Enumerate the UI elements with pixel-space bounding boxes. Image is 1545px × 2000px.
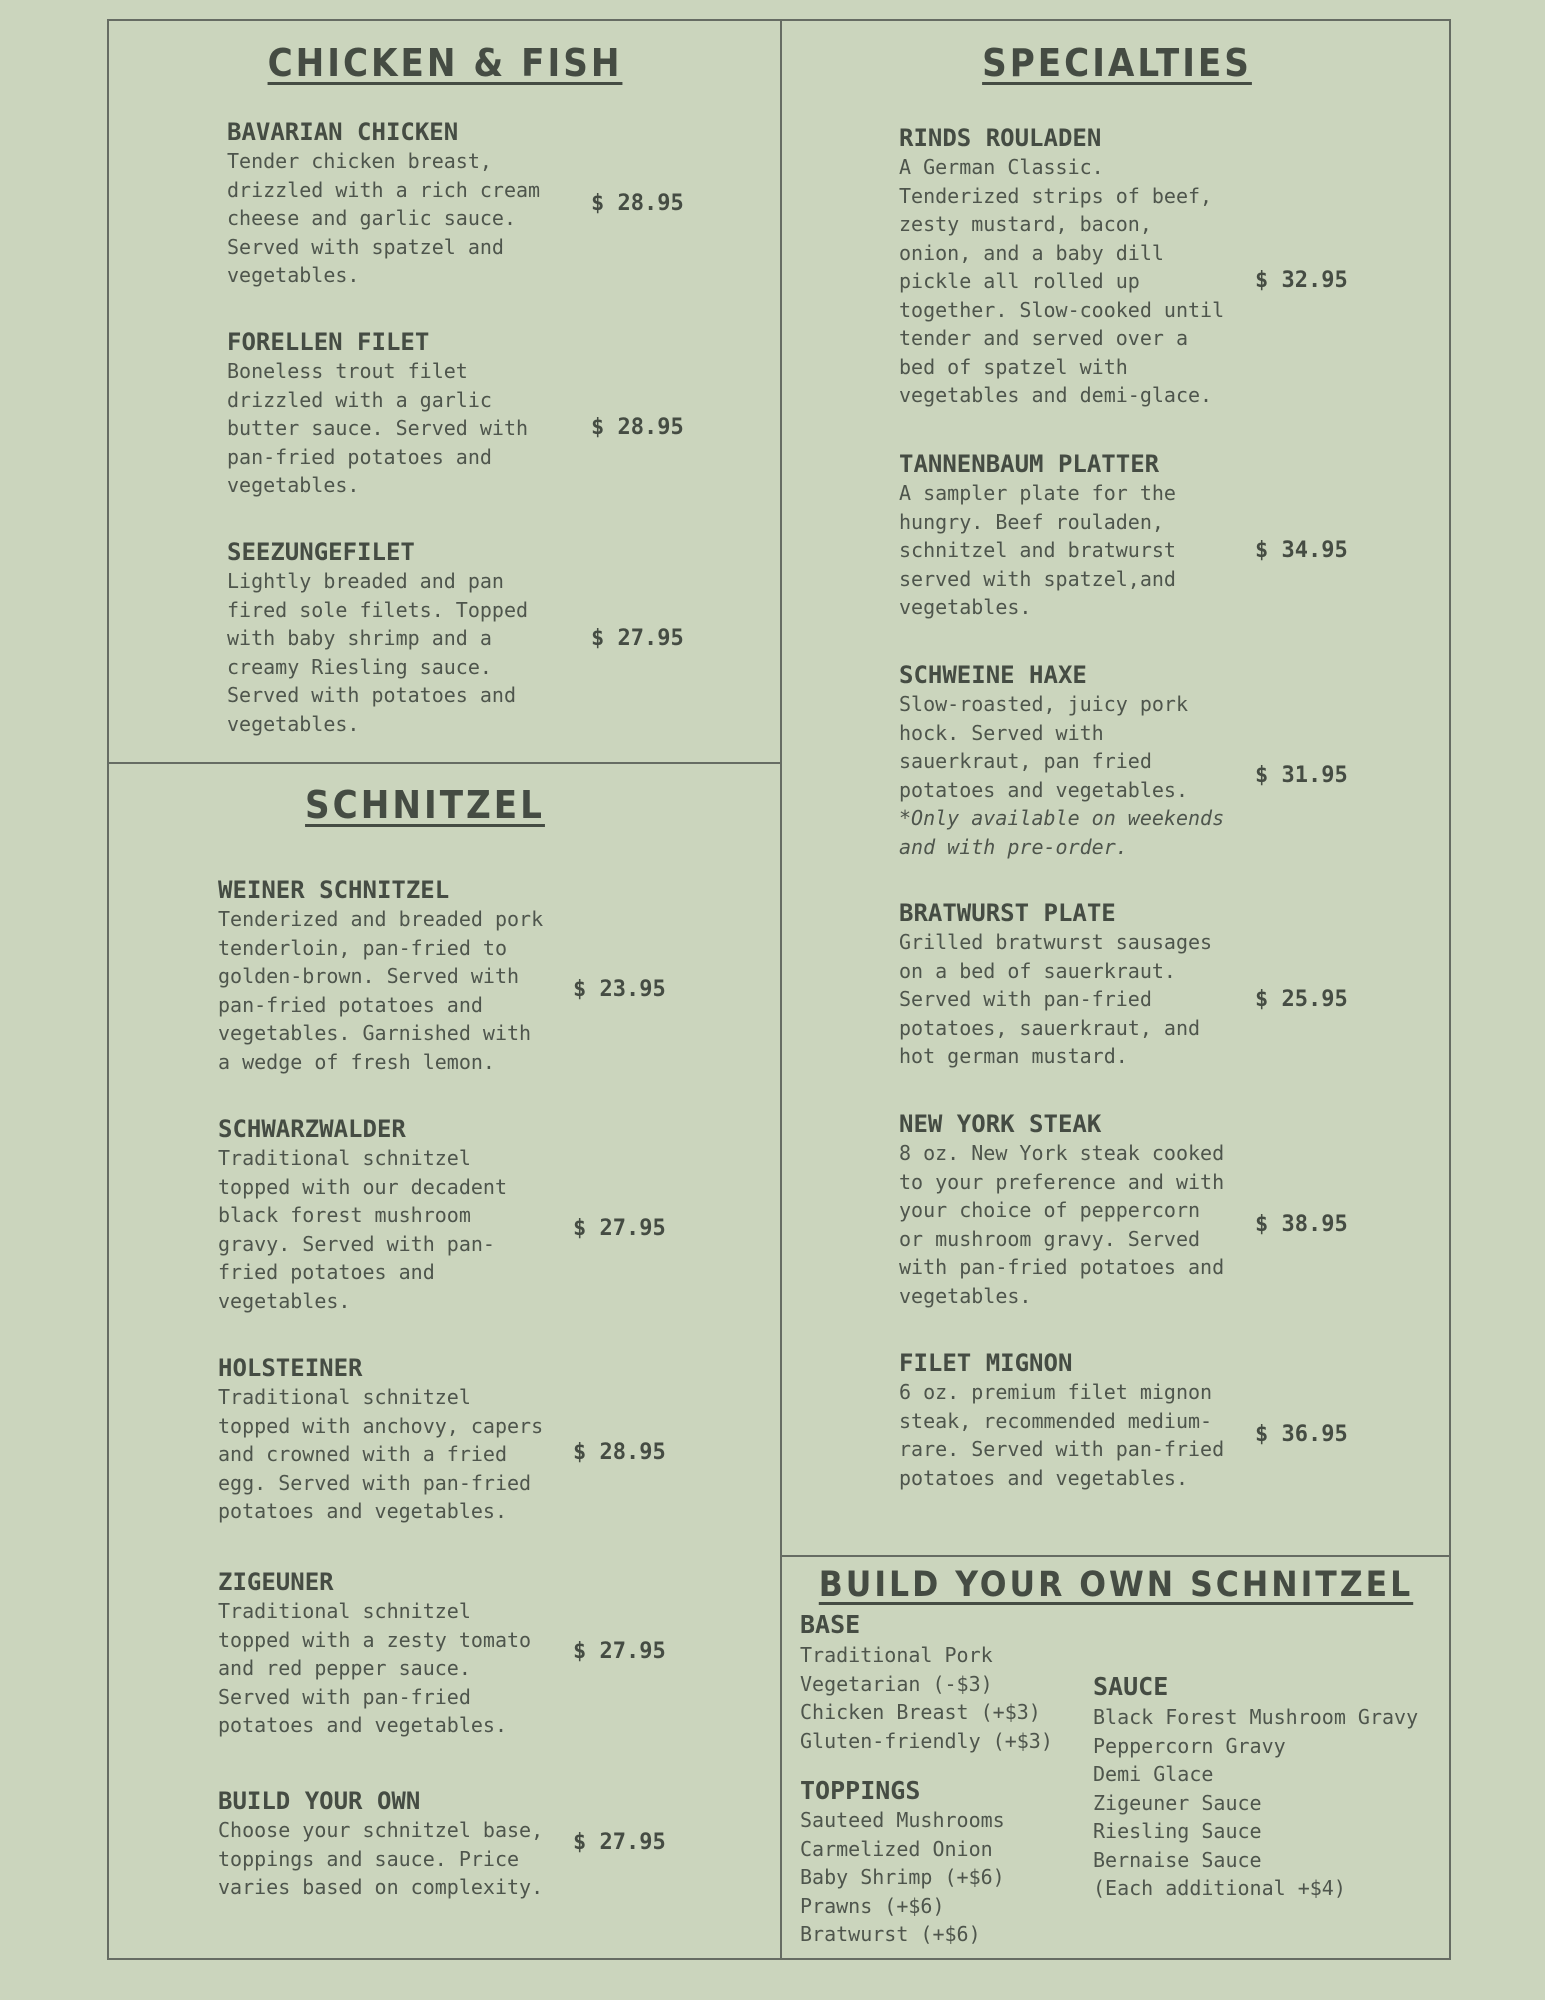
sauce-option: Demi Glace (1093, 1762, 1214, 1786)
item-description: Traditional schnitzel topped with a zesty tomato and red pepper sauce. Served with pan-fried potatoes and vegetables. (218, 1599, 532, 1737)
item-price: $ 28.95 (591, 415, 684, 440)
menu-item-forellen-filet (227, 327, 597, 500)
item-price: $ 28.95 (591, 191, 684, 216)
topping-option: Sauteed Mushrooms (800, 1808, 1005, 1832)
item-price: $ 27.95 (573, 1216, 666, 1241)
menu-item-zigeuner (218, 1567, 588, 1740)
toppings-heading: TOPPINGS (800, 1776, 921, 1805)
item-name: HOLSTEINER (218, 1354, 363, 1382)
item-availability-note: *Only available on weekends and with pre-order. (899, 806, 1225, 859)
menu-item-holsteiner (218, 1353, 588, 1526)
sauce-option: Black Forest Mushroom Gravy (1093, 1705, 1419, 1729)
item-description: Traditional schnitzel topped with anchovy, capers and crowned with a fried egg. Served with pan-fried potatoes and vegetables. (218, 1385, 544, 1523)
menu-item-new-york-steak (899, 1109, 1269, 1310)
item-price: $ 38.95 (1255, 1212, 1348, 1237)
item-name: RINDS ROULADEN (899, 124, 1102, 152)
toppings-options-list (800, 1806, 1005, 1949)
item-name: ZIGEUNER (218, 1568, 334, 1596)
item-description: Choose your schnitzel base, toppings and sauce. Price varies based on complexity. (218, 1818, 544, 1899)
item-description: A German Classic. Tenderized strips of beef, zesty mustard, bacon, onion, and a baby dill pickle all rolled up together. Slow-cooked until tender and served over a bed of spatzel with vegetables and demi-glace. (899, 155, 1225, 407)
item-name: BAVARIAN CHICKEN (227, 118, 459, 146)
item-price: $ 28.95 (573, 1440, 666, 1465)
item-name: FILET MIGNON (899, 1349, 1073, 1377)
section-title-schnitzel: SCHNITZEL (305, 783, 545, 827)
base-option: Traditional Pork (800, 1643, 993, 1667)
sauce-option: Zigeuner Sauce (1093, 1790, 1262, 1815)
item-name: FORELLEN FILET (227, 328, 430, 356)
base-heading: BASE (800, 1610, 861, 1639)
item-description: Boneless trout filet drizzled with a garlic butter sauce. Served with pan-fried potatoes and vegetables. (227, 359, 529, 497)
sauce-option: Riesling Sauce (1093, 1819, 1262, 1843)
item-name: SEEZUNGEFILET (227, 538, 415, 566)
menu-board (107, 19, 1451, 1960)
item-name: TANNENBAUM PLATTER (899, 450, 1160, 478)
item-name: SCHWARZWALDER (218, 1115, 406, 1143)
item-name: BUILD YOUR OWN (218, 1787, 421, 1815)
menu-item-bratwurst-plate (899, 898, 1269, 1071)
item-description: Lightly breaded and pan fired sole filets. Topped with baby shrimp and a creamy Riesling sauce. Served with potatoes and vegetables. (227, 569, 529, 736)
item-price: $ 36.95 (1255, 1422, 1348, 1447)
menu-item-schweine-haxe (899, 660, 1269, 861)
item-price: $ 25.95 (1255, 987, 1348, 1012)
item-description: Grilled bratwurst sausages on a bed of sauerkraut. Served with pan-fried potatoes, sauerkraut, and hot german mustard. (899, 930, 1213, 1068)
section-title-specialties: SPECIALTIES (982, 41, 1252, 85)
topping-option: Prawns (+$6) (800, 1893, 945, 1918)
sauce-option: Bernaise Sauce (1093, 1847, 1262, 1872)
menu-item-build-your-own (218, 1786, 588, 1902)
item-price: $ 32.95 (1255, 268, 1348, 293)
topping-option: Bratwurst (+$6) (800, 1922, 981, 1946)
topping-option: Baby Shrimp (+$6) (800, 1865, 1005, 1889)
base-option: Gluten-friendly (+$3) (800, 1728, 1053, 1753)
menu-item-weiner-schnitzel (218, 875, 588, 1076)
sauce-option: Peppercorn Gravy (1093, 1733, 1286, 1758)
item-price: $ 23.95 (573, 977, 666, 1002)
menu-item-rinds-rouladen (899, 123, 1269, 410)
menu-item-seezungefilet (227, 537, 597, 738)
item-name: BRATWURST PLATE (899, 899, 1116, 927)
menu-item-tannenbaum-platter (899, 449, 1269, 622)
item-name: SCHWEINE HAXE (899, 661, 1087, 689)
item-description: Tender chicken breast, drizzled with a rich cream cheese and garlic sauce. Served with spatzel and vegetables. (227, 149, 541, 287)
item-description: 6 oz. premium filet mignon steak, recommended medium- rare. Served with pan-fried potatoes and vegetables. (899, 1380, 1225, 1490)
item-description: Tenderized and breaded pork tenderloin, pan-fried to golden-brown. Served with pan-fried potatoes and vegetables. Garnished with a wedge of fresh lemon. (218, 907, 544, 1074)
section-title-chicken-fish: CHICKEN & FISH (267, 41, 623, 85)
item-description: A sampler plate for the hungry. Beef rouladen, schnitzel and bratwurst served with spatzel,and vegetables. (899, 481, 1176, 619)
section-title-build-your-own: BUILD YOUR OWN SCHNITZEL (818, 1565, 1414, 1605)
base-option: Chicken Breast (+$3) (800, 1700, 1041, 1724)
base-option: Vegetarian (-$3) (800, 1671, 993, 1696)
item-name: WEINER SCHNITZEL (218, 876, 450, 904)
item-name: NEW YORK STEAK (899, 1110, 1102, 1138)
topping-option: Carmelized Onion (800, 1836, 993, 1861)
sauce-option: (Each additional +$4) (1093, 1876, 1346, 1900)
item-price: $ 31.95 (1255, 763, 1348, 788)
base-options-list (800, 1641, 1053, 1755)
item-description: Slow-roasted, juicy pork hock. Served with sauerkraut, pan fried potatoes and vegetables. (899, 692, 1188, 802)
column-divider (780, 21, 782, 1958)
sauce-heading: SAUCE (1093, 1672, 1169, 1701)
item-price: $ 27.95 (573, 1830, 666, 1855)
item-description: Traditional schnitzel topped with our decadent black forest mushroom gravy. Served with pan- fried potatoes and vegetables. (218, 1146, 507, 1313)
menu-item-filet-mignon (899, 1348, 1269, 1492)
sauce-options-list (1093, 1703, 1418, 1903)
menu-item-schwarzwalder (218, 1114, 588, 1315)
section-divider-left (109, 762, 781, 764)
menu-item-bavarian-chicken (227, 117, 597, 290)
item-price: $ 27.95 (573, 1639, 666, 1664)
item-description: 8 oz. New York steak cooked to your preference and with your choice of peppercorn or mushroom gravy. Served with pan-fried potatoes and vegetables. (899, 1141, 1225, 1308)
item-price: $ 27.95 (591, 626, 684, 651)
item-price: $ 34.95 (1255, 538, 1348, 563)
section-divider-right (781, 1555, 1451, 1557)
